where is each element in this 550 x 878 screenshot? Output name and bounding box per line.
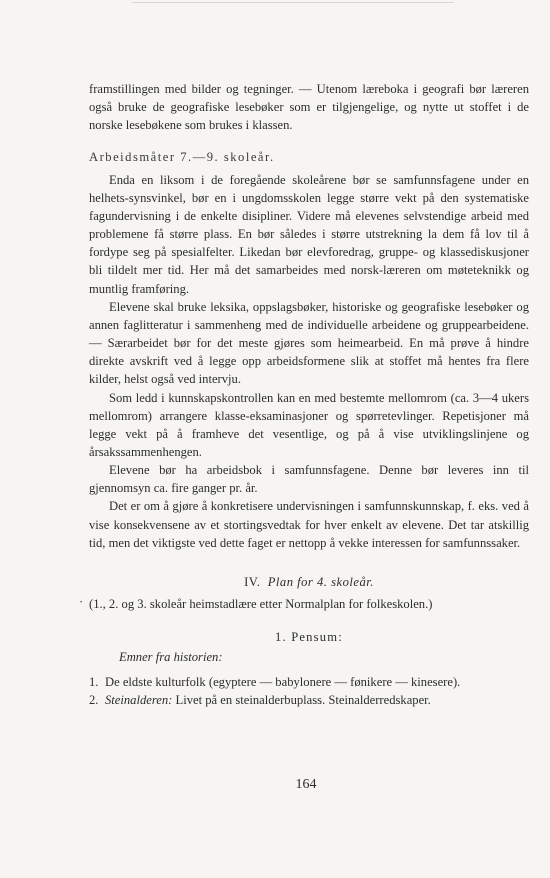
section-title: Plan for 4. skoleår. [267, 574, 374, 589]
note-line [79, 595, 529, 613]
note-text: (1., 2. og 3. skoleår heimstadlære etter Normalplan for folkeskolen.) [89, 597, 433, 612]
intro-paragraph: framstillingen med bilder og tegninger. — Utenom læreboka i geografi bør læreren også bruke de geografiske lesebøker som er tilgjengelige, og nytte ut stoffet i de norske lesebøkene som brukes i klassen. [89, 82, 529, 133]
page-number: 164 [295, 777, 317, 792]
list-item-text: De eldste kulturfolk (egyptere — babylonere — fønikere — kinesere). [105, 674, 461, 689]
emne-heading: Emner fra historien: [119, 650, 223, 665]
list-item-number: 1. [89, 674, 99, 689]
note-bullet: · [79, 595, 84, 610]
paragraph-5: Det er om å gjøre å konkretisere undervisningen i samfunnskunnskap, f. eks. ved å vise konsekvensene av et stortingsvedtak for hver enkelt av elevene. Det tar atskillig tid, men det viktigste ved dette faget er nettopp å vekke interessen for samfunnssaker. [89, 499, 529, 550]
paragraph-4: Elevene bør ha arbeidsbok i samfunnsfagene. Denne bør leveres inn til gjennomsyn ca. fire ganger pr. år. [89, 463, 529, 496]
subheading-arbeidsmater: Arbeidsmåter 7.—9. skoleår. [89, 150, 275, 165]
pensum-heading: 1. Pensum: [275, 630, 343, 645]
list-item-number: 2. [89, 692, 99, 707]
list-item-text: Steinalderen: Livet på en steinalderbuplass. Steinalderredskaper. [105, 692, 431, 707]
paragraph-2: Elevene skal bruke leksika, oppslagsbøker, historiske og geografiske lesebøker og annen faglitteratur i sammenheng med de individuelle arbeidene og gruppearbeidene. — Særarbeidet bør for det meste gjøres som heimearbeid. En må prøve å hindre direkte avskrift ved å legge opp arbeidsformene slik at stoffet må hentes fra flere kilder, helst også ved intervju. [89, 299, 529, 387]
section-numeral: IV. [244, 574, 261, 589]
list-item [89, 691, 529, 709]
top-edge-line [132, 2, 454, 3]
page-content [79, 80, 529, 709]
paragraph-1: Enda en liksom i de foregående skoleårene bør se samfunnsfagene under en helhets-synsvinkel, bør en i ungdomsskolen legge større vekt på den systematiske fagundervisning i de enkelte disipliner. Videre må elevenes selvstendige arbeid med problemene få større plass. En bør således i større utstrekning la dem få lov til å fordype seg på spesialfelter. Likedan bør elevforedrag, gruppe- og klassediskusjoner bli tildelt mer tid. Her må det samarbeides med norsk-læreren om møteteknikk og muntlig framføring. [89, 172, 529, 296]
list-item [89, 673, 529, 691]
section-heading [89, 573, 529, 591]
list-item-label: Steinalderen: [105, 692, 173, 707]
paragraph-3: Som ledd i kunnskapskontrollen kan en med bestemte mellomrom (ca. 3—4 ukers mellomrom) arrangere klasse-eksaminasjoner og spørretevlinger. Repetisjoner må legge vekt på å framheve det vesentlige, og på å vise utviklingslinjene og årsakssammenhengen. [89, 390, 529, 459]
